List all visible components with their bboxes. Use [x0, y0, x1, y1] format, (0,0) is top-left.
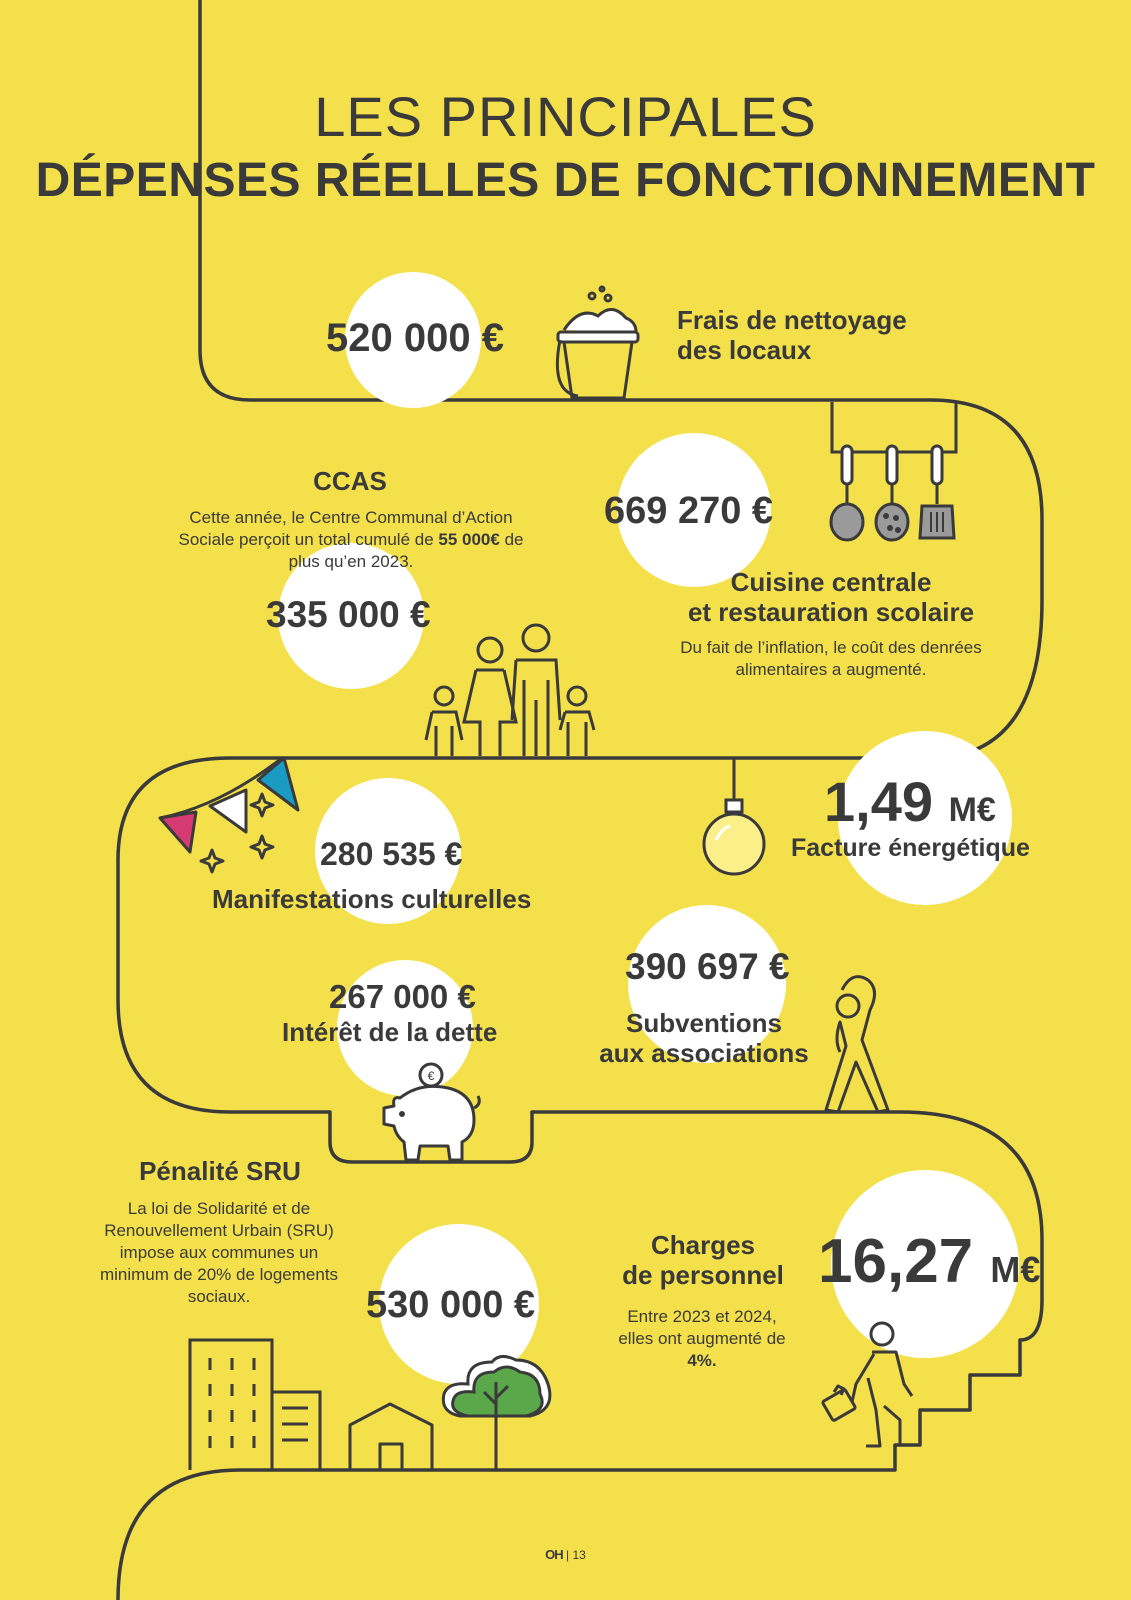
personnel-amount-number: 16,27: [818, 1227, 974, 1296]
personnel-label: [608, 1230, 798, 1290]
bunting-icon: [160, 758, 298, 872]
dette-label: Intérêt de la dette: [282, 1017, 498, 1047]
svg-text:€: €: [427, 1069, 435, 1083]
ccas-desc-part-2: de plus qu’en 2023.: [288, 530, 524, 571]
energie-amount-unit: M€: [948, 791, 996, 829]
personnel-description: [612, 1306, 792, 1372]
gymnast-icon: [826, 977, 888, 1112]
cuisine-amount: 669 270 €: [604, 490, 774, 532]
energie-label: Facture énergétique: [791, 834, 1030, 862]
culture-label: Manifestations culturelles: [212, 884, 532, 914]
cuisine-label: [650, 567, 1012, 627]
title-line-1: LES PRINCIPALES: [314, 85, 817, 148]
sru-amount: 530 000 €: [366, 1284, 536, 1326]
publication-logo: OH: [545, 1547, 563, 1562]
nettoyage-amount: 520 000 €: [326, 316, 504, 360]
cuisine-label-line-1: Cuisine centrale: [730, 567, 932, 597]
page-number: 13: [572, 1548, 586, 1562]
nettoyage-label-line-1: Frais de nettoyage: [677, 305, 907, 335]
associations-label-line-1: Subventions: [625, 1008, 782, 1038]
family-icon: [426, 625, 594, 756]
culture-amount: 280 535 €: [320, 836, 463, 872]
nettoyage-label: [677, 305, 907, 365]
bucket-icon: [557, 287, 638, 398]
nettoyage-label-line-2: des locaux: [677, 335, 812, 365]
personnel-amount: [818, 1226, 1040, 1306]
page-footer: [0, 1547, 1131, 1562]
cuisine-description: Du fait de l’inflation, le coût des denrées alimentaires a augmenté.: [680, 638, 982, 679]
cuisine-label-line-2: et restauration scolaire: [687, 597, 975, 627]
title-line-2: DÉPENSES RÉELLES DE FONCTIONNEMENT: [35, 154, 1096, 207]
footer-separator: |: [566, 1548, 570, 1562]
associations-label-line-2: aux associations: [599, 1038, 809, 1068]
buildings-icon: [190, 1340, 320, 1470]
ccas-desc-part-1: Cette année, le Centre Communal d’Action Sociale perçoit un total cumulé de: [178, 508, 513, 549]
dette-amount: 267 000 €: [329, 978, 476, 1015]
sru-description: La loi de Solidarité et de Renouvellement Urbain (SRU) impose aux communes un minimum de 20% de logements sociaux.: [99, 1199, 339, 1306]
personnel-desc-part-1: Entre 2023 et 2024, elles ont augmenté de: [618, 1307, 786, 1348]
light-bulb-icon: [704, 758, 764, 874]
sru-title: Pénalité SRU: [139, 1156, 301, 1186]
ccas-description: [166, 507, 536, 573]
ccas-desc-highlight: 55 000€: [438, 530, 500, 549]
personnel-label-line-2: de personnel: [622, 1260, 784, 1290]
personnel-amount-unit: M€: [990, 1249, 1041, 1290]
associations-amount: 390 697 €: [625, 946, 790, 987]
kitchen-utensils-icon: [831, 402, 956, 540]
associations-label: [588, 1008, 820, 1068]
ccas-amount: 335 000 €: [266, 594, 431, 635]
house-icon: [350, 1404, 432, 1470]
personnel-label-line-1: Charges: [650, 1230, 756, 1260]
energie-amount: [824, 770, 996, 842]
ccas-title: CCAS: [313, 466, 387, 496]
personnel-desc-highlight: 4%.: [687, 1351, 717, 1370]
energie-amount-number: 1,49: [824, 770, 933, 833]
